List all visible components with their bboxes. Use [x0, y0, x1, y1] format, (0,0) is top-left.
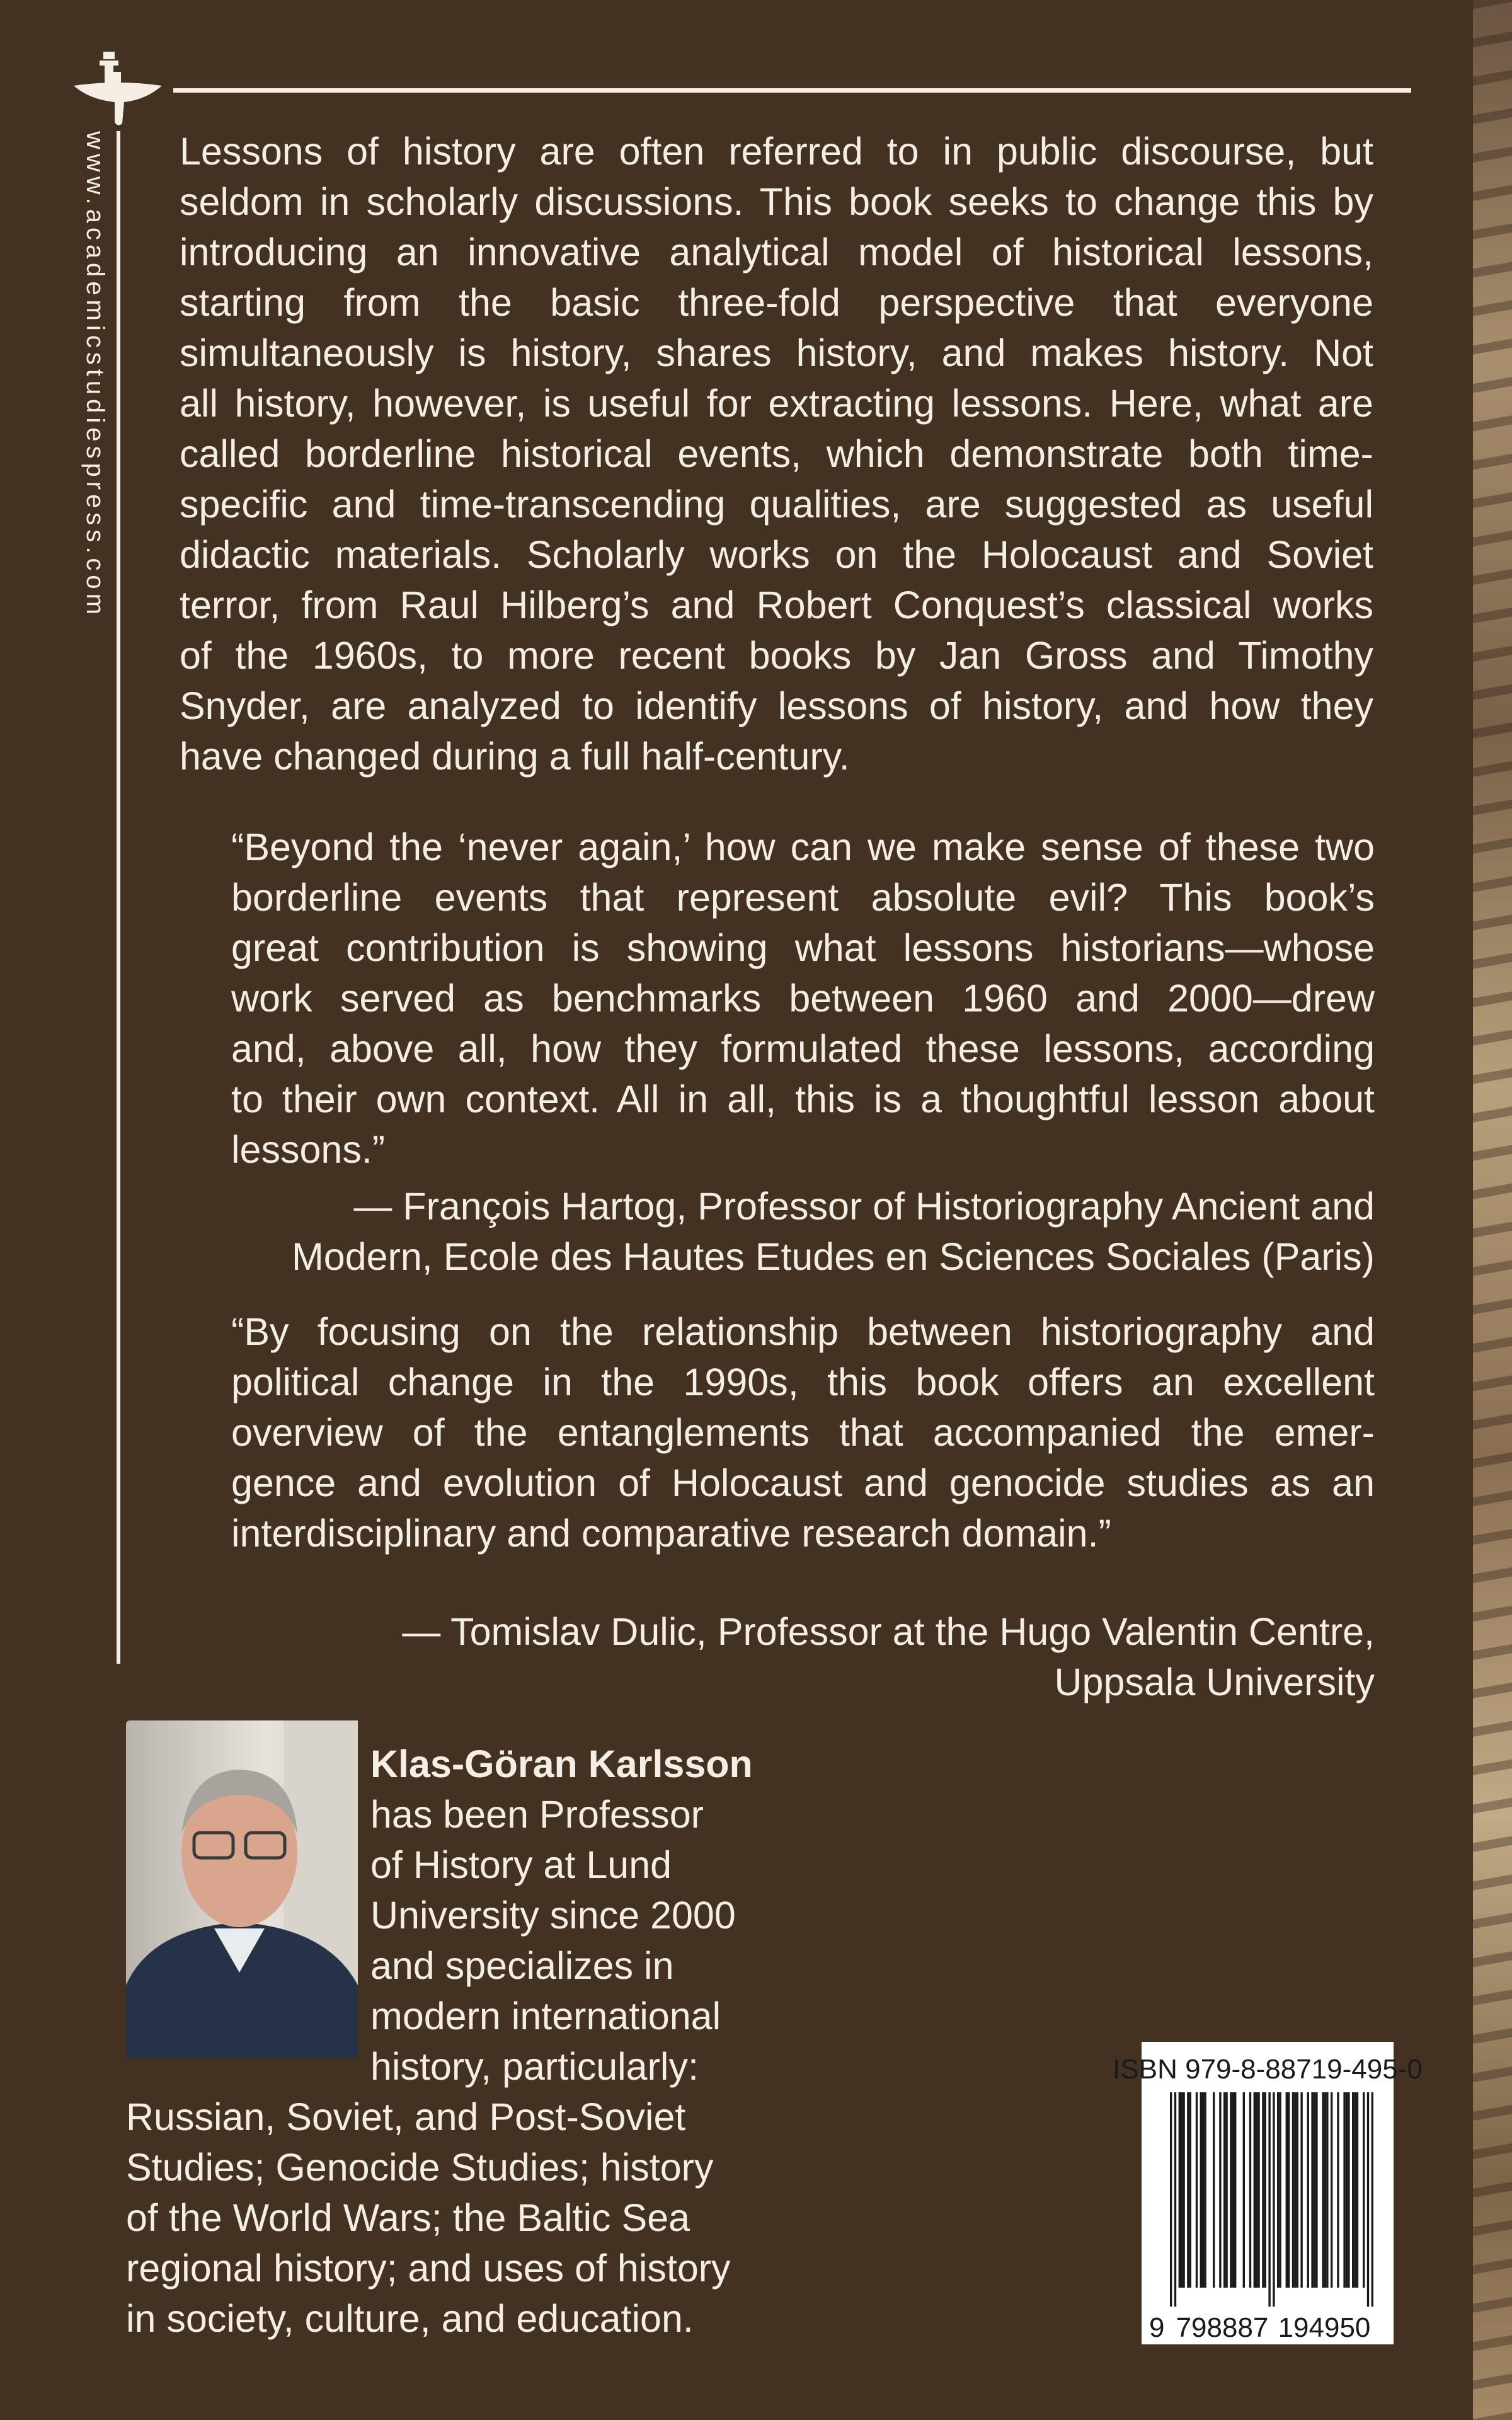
- barcode-bar: [1326, 2092, 1328, 2288]
- barcode-digits-left: 798887: [1176, 2312, 1269, 2343]
- bio-line: modern international: [370, 1995, 721, 2037]
- barcode-bar: [1202, 2092, 1204, 2288]
- description-line: seldom in scholarly discussions. This book seeks to change this by: [180, 180, 1373, 223]
- barcode-bar: [1213, 2092, 1215, 2288]
- blurb-dulic: [231, 1306, 1375, 1559]
- barcode-bar: [1243, 2092, 1245, 2288]
- bio-line: Studies; Genocide Studies; history: [126, 2146, 714, 2189]
- barcode-bar: [1225, 2092, 1227, 2288]
- barcode-bar: [1268, 2092, 1270, 2307]
- barcode-bar: [1234, 2092, 1236, 2288]
- barcode-bar: [1254, 2092, 1256, 2288]
- author-name: Klas-Göran Karlsson: [370, 1743, 753, 1785]
- barcode-bar: [1257, 2092, 1259, 2288]
- publisher-url: www.academicstudiespress.com: [81, 131, 109, 619]
- blurb-line: work served as benchmarks between 1960 and 2000—drew: [231, 977, 1375, 1020]
- blurb-line: great contribution is showing what lessons historians—whose: [231, 926, 1375, 969]
- barcode-bar: [1300, 2092, 1302, 2288]
- bio-line: history, particularly:: [370, 2045, 699, 2088]
- barcode-bar: [1346, 2092, 1348, 2288]
- barcode-bar: [1179, 2092, 1181, 2288]
- bio-line: University since 2000: [370, 1894, 736, 1937]
- barcode-bar: [1297, 2092, 1298, 2288]
- barcode-bar: [1288, 2092, 1290, 2288]
- blurb-line: borderline events that represent absolute evil? This book’s: [231, 876, 1375, 919]
- barcode-digits-right: 194950: [1278, 2312, 1371, 2343]
- barcode-bars: [1170, 2092, 1373, 2307]
- barcode-bar: [1181, 2092, 1183, 2288]
- barcode-bar: [1343, 2092, 1345, 2288]
- barcode-bar: [1363, 2092, 1365, 2288]
- barcode-bar: [1223, 2092, 1225, 2288]
- barcode-bar: [1249, 2092, 1251, 2288]
- barcode-bar: [1189, 2092, 1191, 2288]
- barcode-bar: [1183, 2092, 1184, 2288]
- barcode-bar: [1277, 2092, 1279, 2288]
- bio-line: of History at Lund: [370, 1843, 672, 1886]
- barcode-bar: [1273, 2092, 1274, 2307]
- barcode-bar: [1322, 2092, 1324, 2288]
- description-line: starting from the basic three-fold perspective that everyone: [180, 281, 1373, 324]
- description-line: all history, however, is useful for extracting lessons. Here, what are: [180, 382, 1373, 425]
- blurb-line: interdisciplinary and comparative research domain.”: [231, 1512, 1111, 1555]
- bio-line: and specializes in: [370, 1944, 674, 1987]
- publisher-logo-icon: [71, 49, 165, 125]
- barcode-bar: [1367, 2092, 1369, 2307]
- blurb-line: and, above all, how they formulated these lessons, according: [231, 1027, 1375, 1070]
- attribution-line: Modern, Ecole des Hautes Etudes en Sciences Sociales (Paris): [291, 1235, 1375, 1278]
- barcode-bar: [1337, 2092, 1339, 2288]
- blurb-line: lessons.”: [231, 1128, 386, 1171]
- blurb-line: overview of the entanglements that accompanied the emer-: [231, 1411, 1375, 1454]
- barcode-bar: [1352, 2092, 1354, 2288]
- barcode-bar: [1200, 2092, 1202, 2288]
- bio-line: in society, culture, and education.: [126, 2297, 694, 2340]
- barcode-bar: [1331, 2092, 1332, 2288]
- blurb-hartog: [231, 822, 1375, 1175]
- barcode-bar: [1262, 2092, 1264, 2288]
- description-line: Lessons of history are often referred to in public discourse, but: [180, 130, 1373, 173]
- blurb-line: “By focusing on the relationship between historiography and: [231, 1310, 1375, 1353]
- bio-line: Russian, Soviet, and Post-Soviet: [126, 2095, 686, 2138]
- bio-line: has been Professor: [370, 1793, 704, 1836]
- barcode-bar: [1294, 2092, 1296, 2288]
- blurb-line: political change in the 1990s, this book offers an excellent: [231, 1361, 1375, 1403]
- barcode-bar: [1256, 2092, 1257, 2288]
- attribution-line: — François Hartog, Professor of Historiography Ancient and: [353, 1185, 1375, 1228]
- barcode-bar: [1314, 2092, 1315, 2288]
- book-description: [180, 126, 1373, 781]
- barcode-bar: [1348, 2092, 1349, 2288]
- barcode-bar: [1292, 2092, 1294, 2288]
- barcode-bar: [1286, 2092, 1288, 2288]
- barcode-bar: [1187, 2092, 1189, 2288]
- description-line: didactic materials. Scholarly works on the Holocaust and Soviet: [180, 533, 1373, 576]
- description-line: specific and time-transcending qualities, are suggested as useful: [180, 483, 1373, 526]
- blurb-dulic-attribution: [231, 1606, 1375, 1707]
- barcode-bar: [1279, 2092, 1281, 2288]
- bio-line: of the World Wars; the Baltic Sea: [126, 2196, 690, 2239]
- author-bio: [370, 1739, 849, 2092]
- barcode-digit-first: 9: [1149, 2312, 1165, 2343]
- blurb-line: gence and evolution of Holocaust and genocide studies as an: [231, 1461, 1375, 1504]
- blurb-hartog-attribution: [231, 1181, 1375, 1282]
- isbn-label: ISBN 979-8-88719-495-0: [1113, 2054, 1423, 2085]
- author-photo: [126, 1720, 358, 2058]
- barcode-bar: [1372, 2092, 1373, 2307]
- barcode-bar: [1315, 2092, 1317, 2288]
- description-line: have changed during a full half-century.: [180, 735, 850, 778]
- description-line: simultaneously is history, shares history, and makes history. Not: [180, 331, 1373, 374]
- side-divider: [117, 131, 120, 1664]
- description-line: Snyder, are analyzed to identify lessons of history, and how they: [180, 684, 1373, 727]
- barcode-bar: [1356, 2092, 1358, 2288]
- description-line: terror, from Raul Hilberg’s and Robert Conquest’s classical works: [180, 584, 1373, 626]
- barcode-bar: [1307, 2092, 1309, 2288]
- blurb-line: “Beyond the ‘never again,’ how can we make sense of these two: [231, 826, 1375, 868]
- barcode-bar: [1170, 2092, 1172, 2307]
- description-line: introducing an innovative analytical model of historical lessons,: [180, 231, 1373, 274]
- barcode-bar: [1324, 2092, 1326, 2288]
- barcode-bar: [1232, 2092, 1234, 2288]
- attribution-line: — Tomislav Dulic, Professor at the Hugo Valentin Centre,: [402, 1610, 1375, 1653]
- front-cover-edge-photo: [1473, 0, 1512, 2420]
- isbn-barcode: [1113, 2042, 1423, 2344]
- barcode-bar: [1196, 2092, 1198, 2288]
- barcode-bar: [1354, 2092, 1356, 2288]
- barcode-bar: [1204, 2092, 1206, 2288]
- blurb-line: to their own context. All in all, this is a thoughtful lesson about: [231, 1078, 1375, 1121]
- barcode-bar: [1264, 2092, 1266, 2288]
- author-bio-continued: [126, 2092, 819, 2344]
- description-line: called borderline historical events, which demonstrate both time-: [180, 432, 1373, 475]
- top-divider: [173, 88, 1411, 93]
- barcode-bar: [1311, 2092, 1313, 2288]
- attribution-line: Uppsala University: [1054, 1661, 1375, 1703]
- bio-line: regional history; and uses of history: [126, 2247, 731, 2290]
- barcode-bar: [1174, 2092, 1176, 2307]
- barcode-bar: [1219, 2092, 1221, 2288]
- description-line: of the 1960s, to more recent books by Jan Gross and Timothy: [180, 634, 1373, 677]
- barcode-bar: [1230, 2092, 1232, 2288]
